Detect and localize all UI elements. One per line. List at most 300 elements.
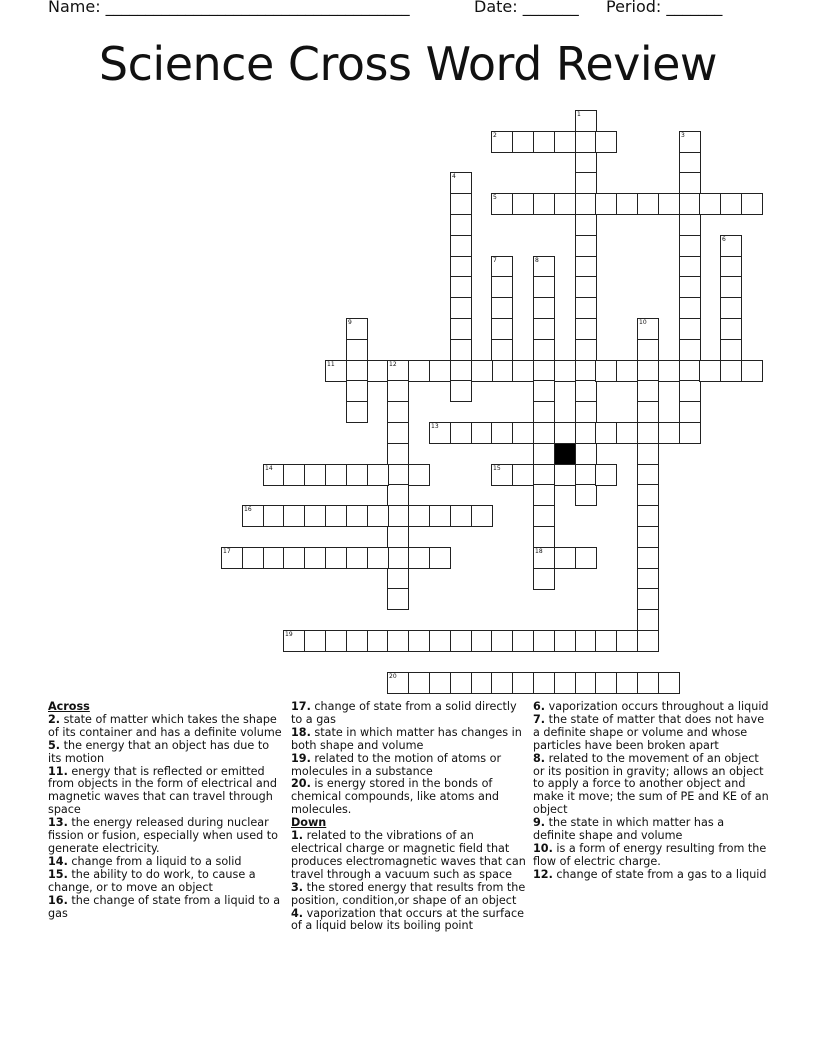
grid-cell[interactable] <box>575 630 597 652</box>
grid-cell[interactable] <box>450 256 472 278</box>
clue-number-label: 9. <box>533 816 546 830</box>
clue-item <box>533 843 769 869</box>
grid-cell[interactable] <box>450 297 472 319</box>
clue-number-label: 19. <box>291 751 311 765</box>
grid-cell[interactable] <box>387 588 409 610</box>
clue-number-label: 10. <box>533 841 553 855</box>
clues-column-2 <box>291 701 527 933</box>
grid-cell[interactable] <box>575 152 597 174</box>
clue-text: is energy stored in the bonds of chemical compounds, like atoms and molecules. <box>291 777 500 817</box>
grid-cell[interactable] <box>575 193 597 215</box>
grid-cell[interactable] <box>283 630 305 652</box>
grid-cell[interactable] <box>637 193 659 215</box>
grid-cell[interactable] <box>533 131 555 153</box>
grid-cell[interactable] <box>637 609 659 631</box>
grid-cell[interactable] <box>533 339 555 361</box>
clue-number-label: 1. <box>291 829 304 843</box>
grid-cell[interactable] <box>637 672 659 694</box>
grid-cell[interactable] <box>387 484 409 506</box>
grid-cell[interactable] <box>595 360 617 382</box>
grid-cell[interactable] <box>408 464 430 486</box>
grid-cell[interactable] <box>595 672 617 694</box>
grid-cell[interactable] <box>367 547 389 569</box>
clue-text: vaporization occurs throughout a liquid <box>545 700 769 713</box>
clue-text: the stored energy that results from the position, condition,or shape of an object <box>291 880 526 907</box>
clue-text: is a form of energy resulting from the flow of electric charge. <box>533 841 767 868</box>
period-field[interactable]: Period: _______ <box>606 0 723 16</box>
grid-cell[interactable] <box>387 630 409 652</box>
grid-cell[interactable] <box>595 422 617 444</box>
grid-cell[interactable] <box>450 380 472 402</box>
grid-cell[interactable] <box>346 505 368 527</box>
grid-cell[interactable] <box>616 672 638 694</box>
grid-cell[interactable] <box>346 360 368 382</box>
grid-cell[interactable] <box>533 256 555 278</box>
clue-text: the ability to do work, to cause a change, or to move an object <box>48 867 256 894</box>
grid-cell[interactable] <box>387 443 409 465</box>
grid-cell[interactable] <box>616 422 638 444</box>
grid-cell[interactable] <box>346 464 368 486</box>
grid-cell[interactable] <box>637 588 659 610</box>
grid-cell[interactable] <box>637 568 659 590</box>
grid-cell[interactable] <box>512 193 534 215</box>
grid-cell[interactable] <box>533 401 555 423</box>
clue-number: 9 <box>348 319 352 326</box>
grid-cell[interactable] <box>616 360 638 382</box>
grid-cell[interactable] <box>325 464 347 486</box>
grid-cell[interactable] <box>346 318 368 340</box>
clue-text: vaporization that occurs at the surface of a liquid below its boiling point <box>291 906 525 933</box>
grid-cell[interactable] <box>283 505 305 527</box>
clue-text: the energy released during nuclear fission or fusion, especially when used to generate electricity. <box>48 816 278 855</box>
grid-cell[interactable] <box>471 672 493 694</box>
clue-number: 7 <box>493 257 497 264</box>
grid-cell[interactable] <box>491 339 513 361</box>
grid-cell[interactable] <box>595 131 617 153</box>
clue-number-label: 8. <box>533 751 546 765</box>
grid-cell[interactable] <box>304 505 326 527</box>
grid-cell[interactable] <box>408 672 430 694</box>
grid-cell[interactable] <box>616 193 638 215</box>
grid-cell[interactable] <box>242 505 264 527</box>
clue-item <box>48 766 284 818</box>
grid-cell[interactable] <box>387 672 409 694</box>
clue-number-label: 16. <box>48 893 68 907</box>
grid-cell[interactable] <box>679 152 701 174</box>
grid-cell[interactable] <box>491 297 513 319</box>
clue-text: the change of state from a liquid to a gas <box>48 893 281 920</box>
clue-item <box>291 701 527 727</box>
grid-cell[interactable] <box>429 672 451 694</box>
grid-cell[interactable] <box>637 360 659 382</box>
grid-cell[interactable] <box>491 464 513 486</box>
grid-cell[interactable] <box>658 360 680 382</box>
grid-cell[interactable] <box>699 193 721 215</box>
grid-cell[interactable] <box>491 318 513 340</box>
grid-cell[interactable] <box>533 318 555 340</box>
clue-number: 16 <box>244 506 252 513</box>
grid-cell[interactable] <box>512 131 534 153</box>
grid-cell[interactable] <box>512 422 534 444</box>
clue-item <box>291 882 527 908</box>
grid-cell[interactable] <box>387 547 409 569</box>
grid-cell[interactable] <box>554 672 576 694</box>
grid-cell[interactable] <box>741 193 763 215</box>
grid-cell[interactable] <box>720 360 742 382</box>
grid-cell[interactable] <box>450 318 472 340</box>
black-square <box>554 443 576 465</box>
grid-cell[interactable] <box>637 380 659 402</box>
clue-item <box>48 740 284 766</box>
grid-cell[interactable] <box>512 672 534 694</box>
grid-cell[interactable] <box>741 360 763 382</box>
grid-cell[interactable] <box>575 131 597 153</box>
clue-item <box>291 753 527 779</box>
clue-item <box>533 869 769 882</box>
down-clue-list-continued <box>533 701 769 882</box>
clue-item <box>291 727 527 753</box>
grid-cell[interactable] <box>554 360 576 382</box>
grid-cell[interactable] <box>679 276 701 298</box>
grid-cell[interactable] <box>679 256 701 278</box>
clue-text: state in which matter has changes in both shape and volume <box>291 725 522 752</box>
clue-text: related to the vibrations of an electrical charge or magnetic field that produces electromagnetic waves that can travel through a vacuum such as space <box>291 829 526 881</box>
grid-cell[interactable] <box>429 630 451 652</box>
grid-cell[interactable] <box>637 547 659 569</box>
clue-number-label: 14. <box>48 854 68 868</box>
grid-cell[interactable] <box>679 339 701 361</box>
grid-cell[interactable] <box>699 360 721 382</box>
date-field[interactable]: Date: _______ <box>474 0 579 16</box>
grid-cell[interactable] <box>283 547 305 569</box>
grid-cell[interactable] <box>658 672 680 694</box>
grid-cell[interactable] <box>575 672 597 694</box>
grid-cell[interactable] <box>491 422 513 444</box>
grid-cell[interactable] <box>408 360 430 382</box>
clue-number: 4 <box>452 173 456 180</box>
clue-number-label: 2. <box>48 712 61 726</box>
grid-cell[interactable] <box>450 672 472 694</box>
grid-cell[interactable] <box>263 505 285 527</box>
grid-cell[interactable] <box>429 547 451 569</box>
grid-cell[interactable] <box>450 360 472 382</box>
across-clue-list-continued <box>291 701 527 817</box>
clue-number: 10 <box>639 319 647 326</box>
grid-cell[interactable] <box>242 547 264 569</box>
grid-cell[interactable] <box>346 547 368 569</box>
clue-number-label: 13. <box>48 816 68 830</box>
grid-cell[interactable] <box>720 339 742 361</box>
clue-number: 11 <box>327 361 335 368</box>
grid-cell[interactable] <box>346 380 368 402</box>
grid-cell[interactable] <box>575 339 597 361</box>
grid-cell[interactable] <box>387 464 409 486</box>
grid-cell[interactable] <box>387 401 409 423</box>
grid-cell[interactable] <box>325 630 347 652</box>
grid-cell[interactable] <box>554 464 576 486</box>
clue-number: 6 <box>722 236 726 243</box>
grid-cell[interactable] <box>387 505 409 527</box>
clue-item <box>48 714 284 740</box>
grid-cell[interactable] <box>533 360 555 382</box>
grid-cell[interactable] <box>554 630 576 652</box>
clue-number-label: 15. <box>48 867 68 881</box>
grid-cell[interactable] <box>471 505 493 527</box>
grid-cell[interactable] <box>491 672 513 694</box>
across-clue-list <box>48 714 284 921</box>
grid-cell[interactable] <box>325 360 347 382</box>
grid-cell[interactable] <box>679 131 701 153</box>
grid-cell[interactable] <box>575 443 597 465</box>
grid-cell[interactable] <box>679 360 701 382</box>
grid-cell[interactable] <box>512 464 534 486</box>
grid-cell[interactable] <box>637 464 659 486</box>
grid-cell[interactable] <box>679 380 701 402</box>
grid-cell[interactable] <box>491 360 513 382</box>
grid-cell[interactable] <box>325 505 347 527</box>
grid-cell[interactable] <box>616 630 638 652</box>
grid-cell[interactable] <box>554 131 576 153</box>
grid-cell[interactable] <box>263 547 285 569</box>
grid-cell[interactable] <box>387 380 409 402</box>
grid-cell[interactable] <box>346 401 368 423</box>
grid-cell[interactable] <box>720 193 742 215</box>
clue-item <box>48 817 284 856</box>
clue-number: 2 <box>493 132 497 139</box>
grid-cell[interactable] <box>575 256 597 278</box>
grid-cell[interactable] <box>346 630 368 652</box>
grid-cell[interactable] <box>554 422 576 444</box>
clue-text: change of state from a solid directly to a gas <box>291 700 517 726</box>
clue-number: 20 <box>389 673 397 680</box>
grid-cell[interactable] <box>533 380 555 402</box>
grid-cell[interactable] <box>450 214 472 236</box>
grid-cell[interactable] <box>471 360 493 382</box>
grid-cell[interactable] <box>304 630 326 652</box>
grid-cell[interactable] <box>575 547 597 569</box>
grid-cell[interactable] <box>637 422 659 444</box>
grid-cell[interactable] <box>450 235 472 257</box>
clue-number-label: 11. <box>48 764 68 778</box>
clue-number-label: 12. <box>533 867 553 881</box>
clue-item <box>48 895 284 921</box>
clue-text: energy that is reflected or emitted from objects in the form of electrical and magnetic waves that can travel through space <box>48 764 277 817</box>
grid-cell[interactable] <box>367 505 389 527</box>
grid-cell[interactable] <box>575 214 597 236</box>
grid-cell[interactable] <box>450 422 472 444</box>
clue-item <box>533 714 769 753</box>
grid-cell[interactable] <box>575 235 597 257</box>
grid-cell[interactable] <box>575 172 597 194</box>
grid-cell[interactable] <box>679 172 701 194</box>
grid-cell[interactable] <box>533 422 555 444</box>
clue-number-label: 7. <box>533 712 546 726</box>
grid-cell[interactable] <box>679 235 701 257</box>
clue-number: 1 <box>577 111 581 118</box>
grid-cell[interactable] <box>325 547 347 569</box>
grid-cell[interactable] <box>637 443 659 465</box>
clue-number: 5 <box>493 194 497 201</box>
grid-cell[interactable] <box>387 360 409 382</box>
clue-number: 8 <box>535 257 539 264</box>
grid-cell[interactable] <box>367 464 389 486</box>
grid-cell[interactable] <box>575 380 597 402</box>
grid-cell[interactable] <box>533 547 555 569</box>
grid-cell[interactable] <box>679 422 701 444</box>
grid-cell[interactable] <box>367 630 389 652</box>
grid-cell[interactable] <box>637 526 659 548</box>
clue-text: the state in which matter has a definite shape and volume <box>533 816 725 843</box>
grid-cell[interactable] <box>720 256 742 278</box>
clue-number: 13 <box>431 423 439 430</box>
clue-number-label: 5. <box>48 738 61 752</box>
clue-text: the state of matter that does not have a definite shape or volume and whose particles have been broken apart <box>533 712 765 752</box>
grid-cell[interactable] <box>408 547 430 569</box>
clue-number-label: 17. <box>291 700 311 713</box>
grid-cell[interactable] <box>679 214 701 236</box>
grid-cell[interactable] <box>491 131 513 153</box>
grid-cell[interactable] <box>512 630 534 652</box>
down-heading: Down <box>291 816 327 830</box>
grid-cell[interactable] <box>533 568 555 590</box>
grid-cell[interactable] <box>221 547 243 569</box>
grid-cell[interactable] <box>491 276 513 298</box>
clue-number-label: 18. <box>291 725 311 739</box>
grid-cell[interactable] <box>575 360 597 382</box>
grid-cell[interactable] <box>346 339 368 361</box>
grid-cell[interactable] <box>554 193 576 215</box>
grid-cell[interactable] <box>637 318 659 340</box>
grid-cell[interactable] <box>533 297 555 319</box>
clue-number-label: 20. <box>291 777 311 791</box>
clue-number: 19 <box>285 631 293 638</box>
clue-item <box>533 817 769 843</box>
header <box>48 0 748 21</box>
grid-cell[interactable] <box>387 526 409 548</box>
clue-number: 18 <box>535 548 543 555</box>
grid-cell[interactable] <box>554 547 576 569</box>
clue-number: 17 <box>223 548 231 555</box>
grid-cell[interactable] <box>575 110 597 132</box>
clue-text: the energy that an object has due to its motion <box>48 738 270 765</box>
grid-cell[interactable] <box>679 401 701 423</box>
clue-text: change of state from a gas to a liquid <box>552 867 767 881</box>
clue-item <box>48 869 284 895</box>
grid-cell[interactable] <box>533 484 555 506</box>
grid-cell[interactable] <box>533 672 555 694</box>
grid-cell[interactable] <box>408 505 430 527</box>
grid-cell[interactable] <box>304 547 326 569</box>
grid-cell[interactable] <box>387 422 409 444</box>
clue-item <box>533 753 769 818</box>
name-field[interactable]: Name: ______________________________________ <box>48 0 410 16</box>
clue-number-label: 3. <box>291 880 304 894</box>
grid-cell[interactable] <box>533 630 555 652</box>
grid-cell[interactable] <box>679 297 701 319</box>
clue-number-label: 4. <box>291 906 304 920</box>
grid-cell[interactable] <box>450 339 472 361</box>
grid-cell[interactable] <box>450 630 472 652</box>
page-title: Science Cross Word Review <box>98 37 718 91</box>
grid-cell[interactable] <box>533 276 555 298</box>
grid-cell[interactable] <box>512 360 534 382</box>
clue-text: related to the movement of an object or its position in gravity; allows an object to apply a force to another object and make it move; the sum of PE and KE of an object <box>533 751 769 817</box>
grid-cell[interactable] <box>533 443 555 465</box>
grid-cell[interactable] <box>429 360 451 382</box>
grid-cell[interactable] <box>575 297 597 319</box>
grid-cell[interactable] <box>408 630 430 652</box>
clue-text: change from a liquid to a solid <box>67 854 242 868</box>
grid-cell[interactable] <box>679 193 701 215</box>
down-clue-list <box>291 830 527 933</box>
grid-cell[interactable] <box>720 297 742 319</box>
clues-column-1 <box>48 701 284 920</box>
grid-cell[interactable] <box>387 568 409 590</box>
grid-cell[interactable] <box>491 630 513 652</box>
grid-cell[interactable] <box>367 360 389 382</box>
grid-cell[interactable] <box>679 318 701 340</box>
grid-cell[interactable] <box>575 401 597 423</box>
grid-cell[interactable] <box>429 505 451 527</box>
grid-cell[interactable] <box>637 630 659 652</box>
grid-cell[interactable] <box>637 339 659 361</box>
clue-item <box>291 778 527 817</box>
grid-cell[interactable] <box>471 630 493 652</box>
clue-number: 14 <box>265 465 273 472</box>
grid-cell[interactable] <box>595 193 617 215</box>
clue-item <box>291 908 527 934</box>
grid-cell[interactable] <box>575 276 597 298</box>
grid-cell[interactable] <box>283 464 305 486</box>
grid-cell[interactable] <box>491 256 513 278</box>
grid-cell[interactable] <box>450 276 472 298</box>
grid-cell[interactable] <box>575 484 597 506</box>
grid-cell[interactable] <box>575 464 597 486</box>
grid-cell[interactable] <box>658 193 680 215</box>
clue-item <box>291 830 527 882</box>
grid-cell[interactable] <box>263 464 285 486</box>
grid-cell[interactable] <box>304 464 326 486</box>
clue-number: 12 <box>389 361 397 368</box>
grid-cell[interactable] <box>429 422 451 444</box>
grid-cell[interactable] <box>595 464 617 486</box>
grid-cell[interactable] <box>450 193 472 215</box>
grid-cell[interactable] <box>533 464 555 486</box>
grid-cell[interactable] <box>720 235 742 257</box>
grid-cell[interactable] <box>533 526 555 548</box>
grid-cell[interactable] <box>575 422 597 444</box>
grid-cell[interactable] <box>595 630 617 652</box>
grid-cell[interactable] <box>637 505 659 527</box>
grid-cell[interactable] <box>658 422 680 444</box>
clue-number-label: 6. <box>533 700 546 713</box>
grid-cell[interactable] <box>720 276 742 298</box>
grid-cell[interactable] <box>533 193 555 215</box>
grid-cell[interactable] <box>471 422 493 444</box>
clue-number: 15 <box>493 465 501 472</box>
across-heading: Across <box>48 700 90 713</box>
grid-cell[interactable] <box>575 318 597 340</box>
grid-cell[interactable] <box>637 401 659 423</box>
grid-cell[interactable] <box>720 318 742 340</box>
clue-text: related to the motion of atoms or molecules in a substance <box>291 751 502 778</box>
grid-cell[interactable] <box>450 172 472 194</box>
grid-cell[interactable] <box>637 484 659 506</box>
grid-cell[interactable] <box>450 505 472 527</box>
grid-cell[interactable] <box>491 193 513 215</box>
grid-cell[interactable] <box>533 505 555 527</box>
clue-number: 3 <box>681 132 685 139</box>
